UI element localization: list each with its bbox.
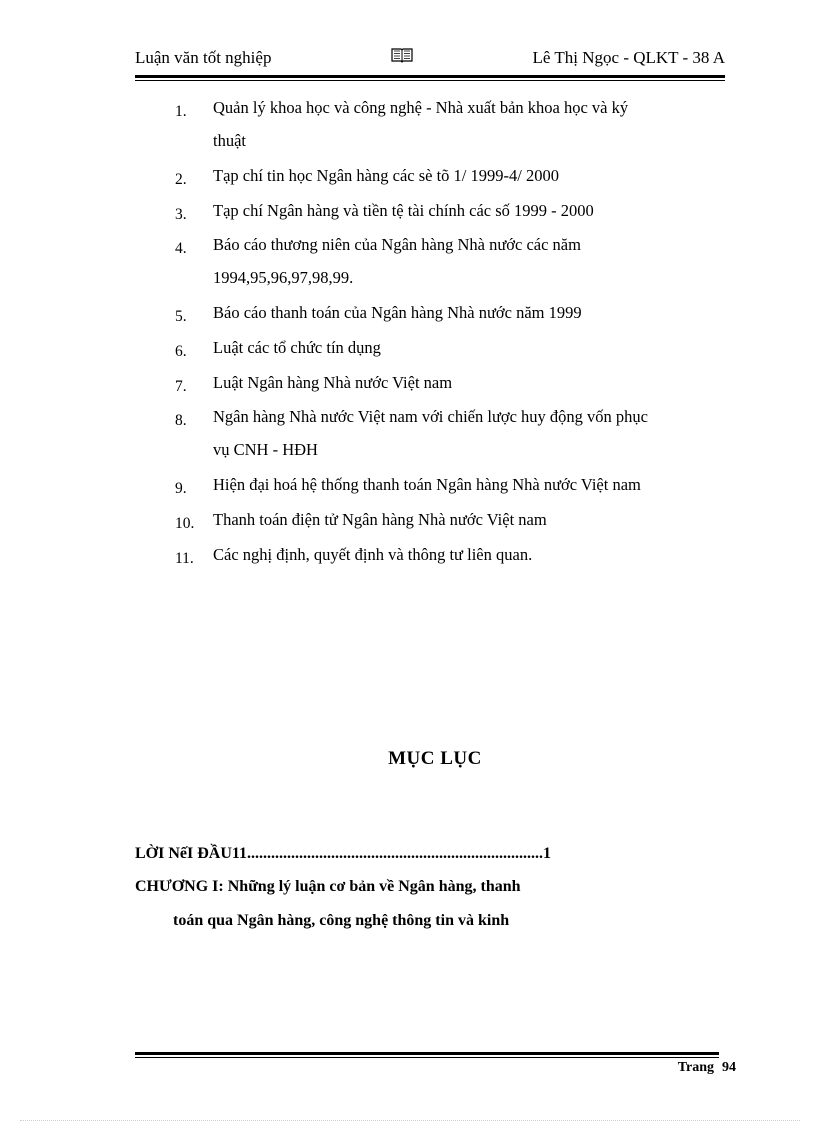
reference-text: 1994,95,96,97,98,99.: [213, 268, 354, 287]
reference-number: 9.: [175, 480, 187, 497]
header-right-title: Lê Thị Ngọc - QLKT - 38 A: [532, 48, 725, 67]
header-rule: [135, 75, 725, 78]
toc-entry-chapter-1: CHƯƠNG I: Những lý luận cơ bản về Ngân hàng, thanh: [135, 878, 521, 895]
page-header: [135, 46, 725, 70]
header-rule-thin: [135, 80, 725, 81]
header-left-title: Luận văn tốt nghiệp: [135, 48, 272, 67]
reference-text: Tạp chí Ngân hàng và tiền tệ tài chính các số 1999 - 2000: [213, 201, 594, 220]
reference-text: Thanh toán điện tử Ngân hàng Nhà nước Việt nam: [213, 510, 547, 529]
reference-number: 2.: [175, 171, 187, 188]
reference-number: 10.: [175, 515, 195, 532]
page-number: [678, 1060, 736, 1076]
reference-number: 11.: [175, 550, 194, 567]
reference-number: 5.: [175, 308, 187, 325]
reference-text: Ngân hàng Nhà nước Việt nam với chiến lược huy động vốn phục: [213, 407, 649, 426]
reference-text: thuật: [213, 131, 246, 150]
toc-title: MỤC LỤC: [388, 748, 482, 769]
reference-text: Hiện đại hoá hệ thống thanh toán Ngân hàng Nhà nước Việt nam: [213, 475, 641, 494]
reference-number: 3.: [175, 206, 187, 223]
reference-number: 8.: [175, 412, 187, 429]
reference-text: Luật các tổ chức tín dụng: [213, 338, 381, 357]
reference-text: vụ CNH - HĐH: [213, 440, 318, 459]
page-number-value: 94: [722, 1060, 736, 1075]
page-edge: [20, 1120, 800, 1121]
reference-number: 7.: [175, 378, 187, 395]
reference-text: Các nghị định, quyết định và thông tư liên quan.: [213, 545, 533, 564]
footer-rule-thin: [135, 1057, 719, 1058]
reference-text: Luật Ngân hàng Nhà nước Việt nam: [213, 373, 453, 392]
toc-entry-introduction: LỜI NếI ĐẦU11..........................................................................1: [135, 845, 552, 862]
toc-entry-chapter-1-continued: toán qua Ngân hàng, công nghệ thông tin và kinh: [173, 912, 510, 929]
footer-rule: [135, 1052, 719, 1055]
page-label: Trang: [677, 1060, 714, 1075]
reference-text: Báo cáo thương niên của Ngân hàng Nhà nước các năm: [213, 235, 581, 254]
reference-text: Tạp chí tin học Ngân hàng các sè tõ 1/ 1999-4/ 2000: [213, 166, 559, 185]
reference-number: 6.: [175, 343, 187, 360]
open-book-icon: [391, 47, 413, 63]
reference-text: Báo cáo thanh toán của Ngân hàng Nhà nước năm 1999: [213, 303, 582, 322]
reference-text: Quản lý khoa học và công nghệ - Nhà xuất bản khoa học và ký: [213, 98, 629, 117]
reference-number: 1.: [175, 103, 187, 120]
reference-number: 4.: [175, 240, 187, 257]
